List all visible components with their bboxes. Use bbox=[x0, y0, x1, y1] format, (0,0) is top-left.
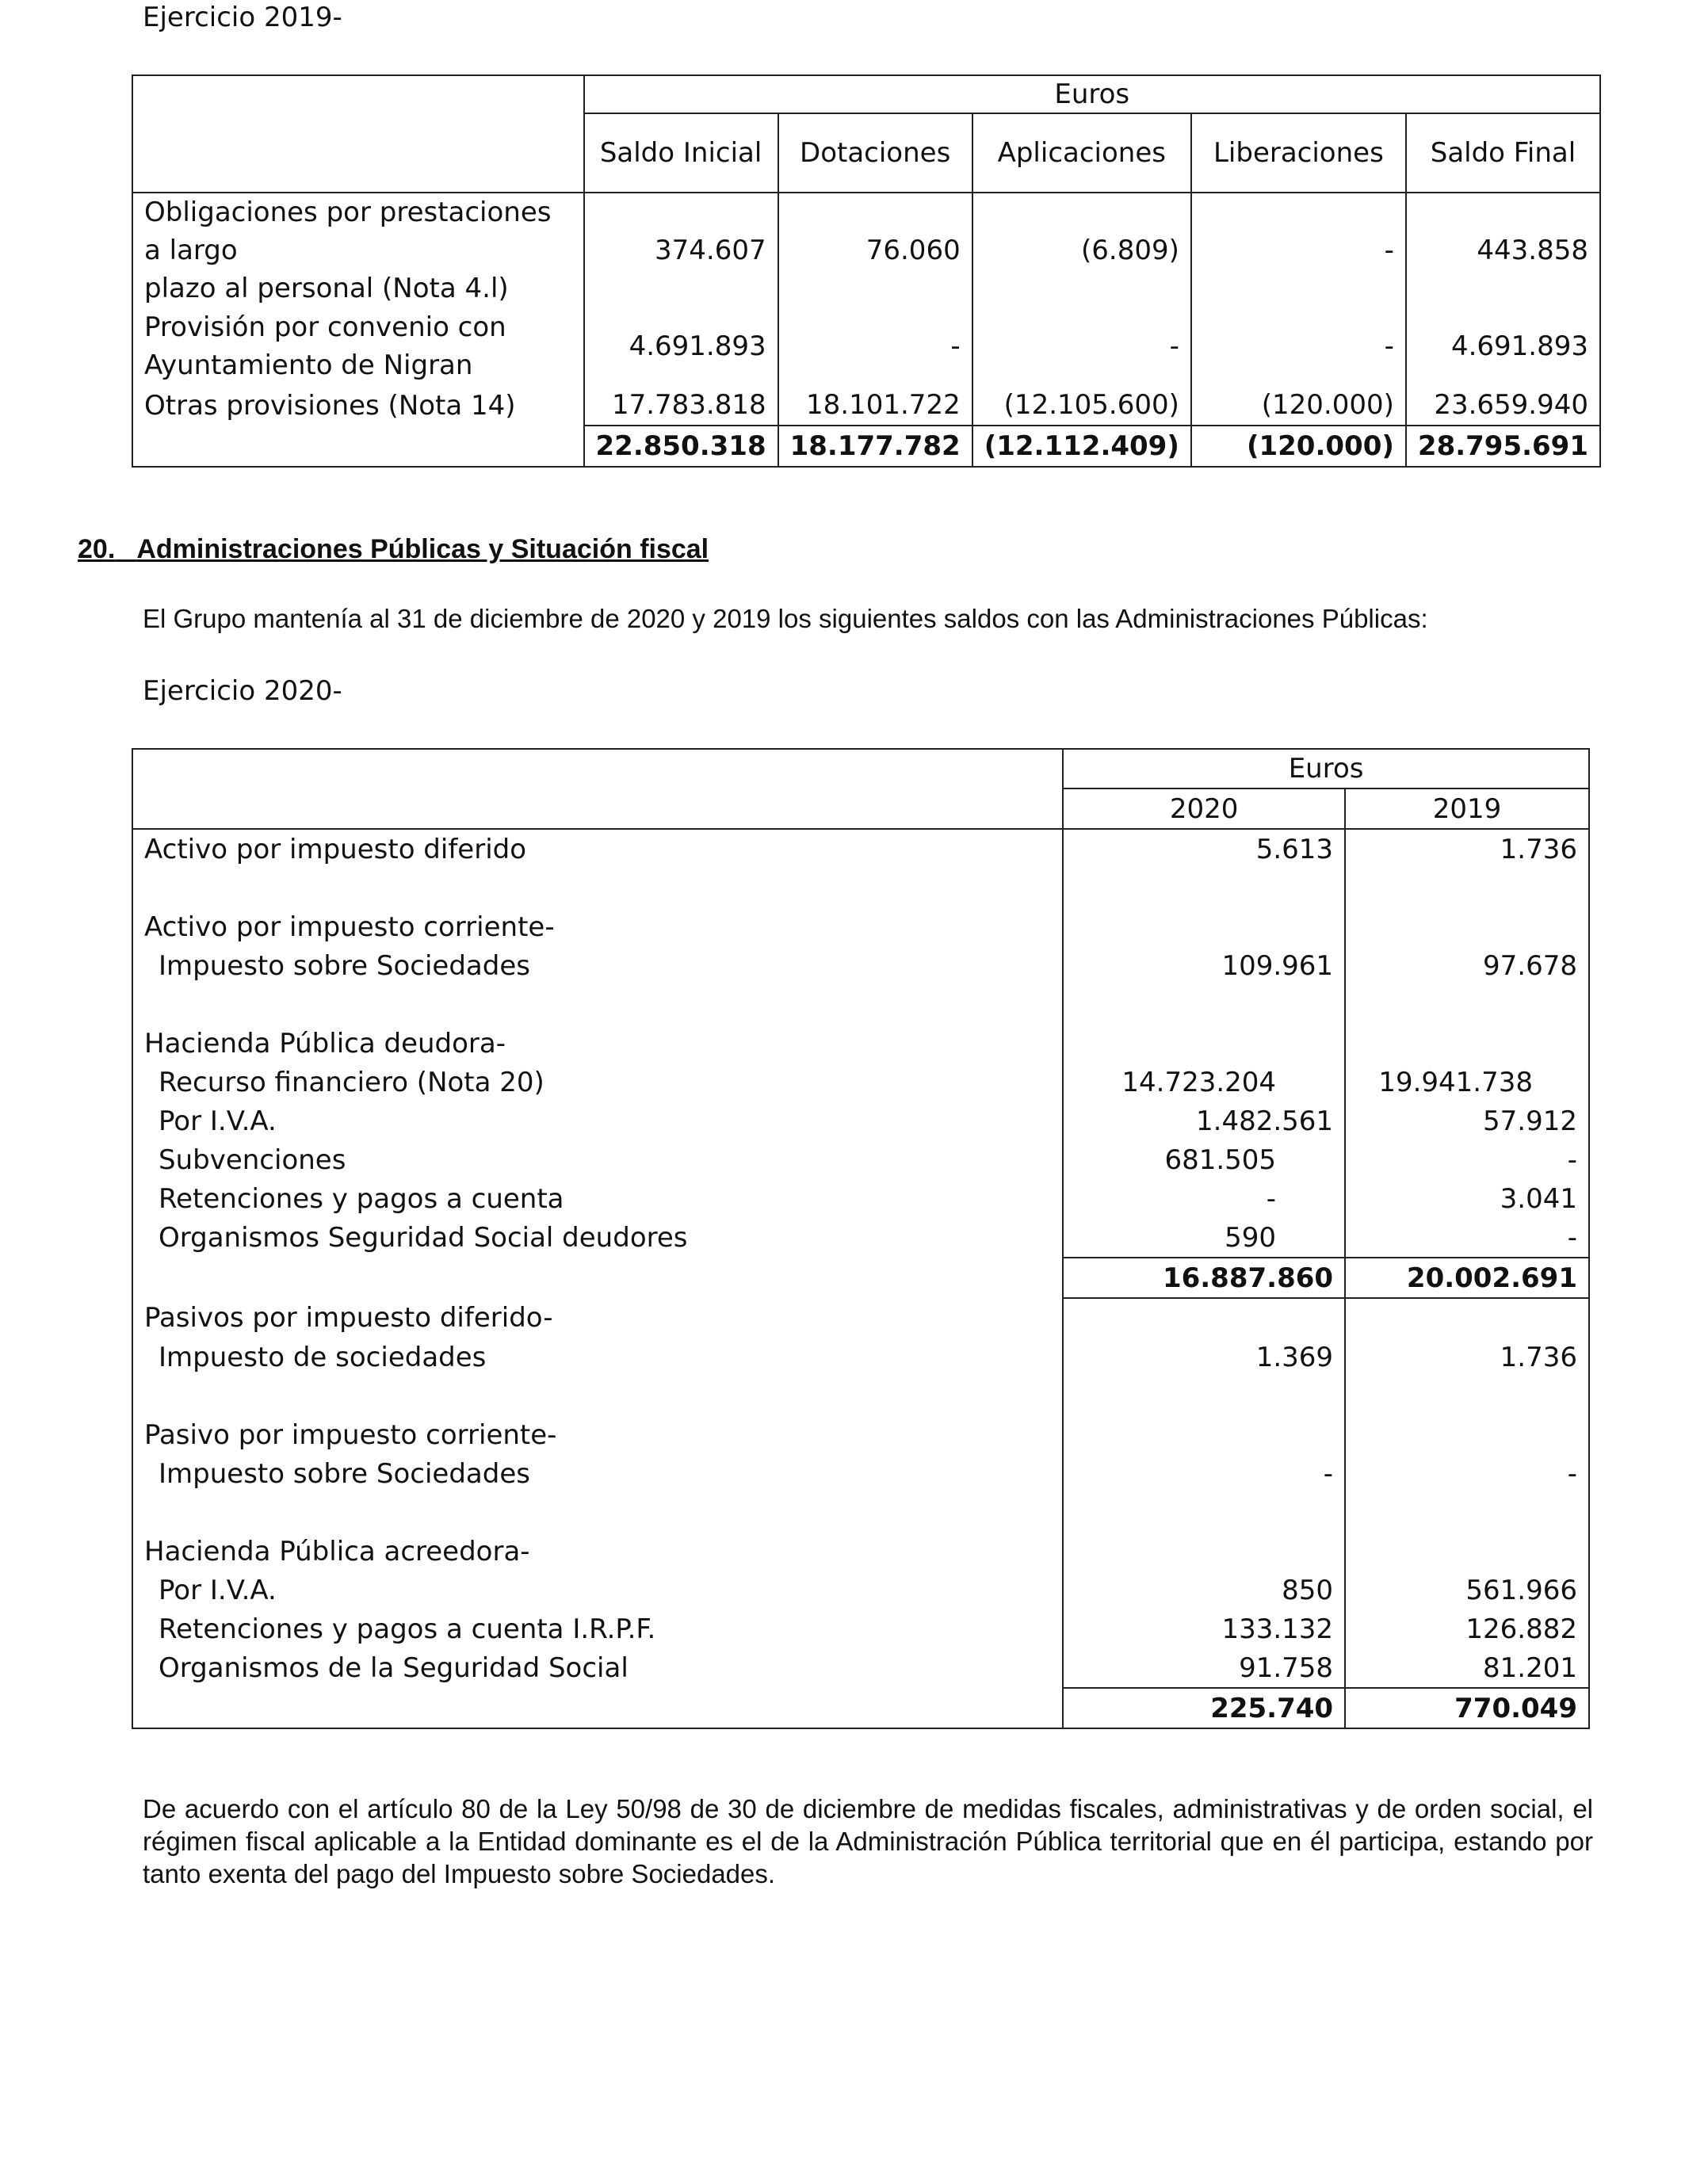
cell: 18.101.722 bbox=[778, 385, 972, 426]
currency-header: Euros bbox=[584, 75, 1600, 113]
cell: 23.659.940 bbox=[1406, 385, 1600, 426]
col-saldo-final: Saldo Final bbox=[1406, 113, 1600, 193]
col-saldo-inicial: Saldo Inicial bbox=[584, 113, 778, 193]
spacer bbox=[132, 869, 1063, 907]
col-dotaciones: Dotaciones bbox=[778, 113, 972, 193]
totals-label-blank bbox=[132, 426, 584, 467]
row-label-line2: Ayuntamiento de Nigran bbox=[144, 349, 473, 381]
currency-header: Euros bbox=[1063, 749, 1589, 788]
cell: 91.758 bbox=[1063, 1648, 1345, 1688]
total-cell: 22.850.318 bbox=[584, 426, 778, 467]
row-label: Retenciones y pagos a cuenta bbox=[132, 1179, 1063, 1218]
header-blank bbox=[132, 75, 584, 193]
cell: (120.000) bbox=[1191, 385, 1406, 426]
spacer bbox=[1063, 1376, 1345, 1415]
cell: 4.691.893 bbox=[584, 307, 778, 385]
ejercicio-2020-heading: Ejercicio 2020- bbox=[143, 675, 342, 707]
row-label: Impuesto de sociedades bbox=[132, 1338, 1063, 1376]
section-spacer bbox=[115, 534, 136, 564]
spacer bbox=[132, 985, 1063, 1024]
row-label: Impuesto sobre Sociedades bbox=[132, 1454, 1063, 1493]
table-row bbox=[132, 1338, 1589, 1376]
cell: 17.783.818 bbox=[584, 385, 778, 426]
group-heading: Hacienda Pública deudora- bbox=[132, 1024, 1063, 1063]
cell: 57.912 bbox=[1345, 1102, 1589, 1140]
totals-row bbox=[132, 1688, 1589, 1728]
group-heading: Pasivos por impuesto diferido- bbox=[132, 1298, 1063, 1338]
row-label bbox=[132, 307, 584, 385]
cell: 374.607 bbox=[584, 193, 778, 307]
spacer bbox=[1063, 907, 1345, 946]
spacer bbox=[1345, 1024, 1589, 1063]
group-heading-row bbox=[132, 1532, 1589, 1571]
spacer bbox=[1063, 1493, 1345, 1532]
section-intro: El Grupo mantenía al 31 de diciembre de 2020 y 2019 los siguientes saldos con las Administraciones Públicas: bbox=[143, 604, 1428, 633]
header-blank bbox=[132, 749, 1063, 829]
cell: 126.882 bbox=[1345, 1609, 1589, 1648]
table-row bbox=[132, 1609, 1589, 1648]
col-aplicaciones: Aplicaciones bbox=[972, 113, 1191, 193]
cell: 1.736 bbox=[1345, 1338, 1589, 1376]
totals-label-blank bbox=[132, 1688, 1063, 1728]
row-label: Organismos de la Seguridad Social bbox=[132, 1648, 1063, 1688]
spacer bbox=[1345, 1532, 1589, 1571]
cell: 443.858 bbox=[1406, 193, 1600, 307]
cell: (6.809) bbox=[972, 193, 1191, 307]
cell: 1.369 bbox=[1063, 1338, 1345, 1376]
spacer bbox=[1345, 1376, 1589, 1415]
cell: 5.613 bbox=[1063, 829, 1345, 869]
total-cell: (120.000) bbox=[1191, 426, 1406, 467]
totals-label-blank bbox=[132, 1258, 1063, 1298]
table-row bbox=[132, 1179, 1589, 1218]
total-cell: (12.112.409) bbox=[972, 426, 1191, 467]
row-label-line2: plazo al personal (Nota 4.l) bbox=[144, 273, 509, 304]
table-row bbox=[132, 1218, 1589, 1258]
spacer bbox=[1345, 907, 1589, 946]
cell: 81.201 bbox=[1345, 1648, 1589, 1688]
cell: 4.691.893 bbox=[1406, 307, 1600, 385]
group-heading: Hacienda Pública acreedora- bbox=[132, 1532, 1063, 1571]
row-label: Por I.V.A. bbox=[132, 1102, 1063, 1140]
total-cell: 28.795.691 bbox=[1406, 426, 1600, 467]
total-cell: 770.049 bbox=[1345, 1688, 1589, 1728]
table-row bbox=[132, 307, 1600, 385]
row-label: Retenciones y pagos a cuenta I.R.P.F. bbox=[132, 1609, 1063, 1648]
row-label bbox=[132, 193, 584, 307]
spacer bbox=[1345, 1493, 1589, 1532]
cell: 14.723.204 bbox=[1063, 1063, 1345, 1102]
total-cell: 16.887.860 bbox=[1063, 1258, 1345, 1298]
cell: 590 bbox=[1063, 1218, 1345, 1258]
section-number: 20. bbox=[78, 534, 116, 564]
group-heading-row bbox=[132, 1415, 1589, 1454]
cell: - bbox=[778, 307, 972, 385]
closing-paragraph: De acuerdo con el artículo 80 de la Ley 50/98 de 30 de diciembre de medidas fiscales, administrativas y de orden social, el régimen fiscal aplicable a la Entidad dominante es el de la Administración Pública territorial que en él participa, estando por tanto exenta del pago del Impuesto sobre Sociedades. bbox=[143, 1794, 1593, 1888]
spacer bbox=[1063, 869, 1345, 907]
section-title: Administraciones Públicas y Situación fiscal bbox=[136, 534, 709, 564]
row-label: Subvenciones bbox=[132, 1140, 1063, 1179]
row-label-line1: Provisión por convenio con bbox=[144, 311, 506, 343]
spacer bbox=[1345, 1415, 1589, 1454]
row-label: Organismos Seguridad Social deudores bbox=[132, 1218, 1063, 1258]
group-heading: Pasivo por impuesto corriente- bbox=[132, 1415, 1063, 1454]
spacer bbox=[1345, 869, 1589, 907]
spacer bbox=[1063, 1298, 1345, 1338]
cell: 1.736 bbox=[1345, 829, 1589, 869]
group-heading-row bbox=[132, 1298, 1589, 1338]
cell: 133.132 bbox=[1063, 1609, 1345, 1648]
table-row bbox=[132, 385, 1600, 426]
administraciones-publicas-table bbox=[132, 748, 1590, 1729]
cell: - bbox=[972, 307, 1191, 385]
table-row bbox=[132, 829, 1589, 869]
table-row bbox=[132, 1648, 1589, 1688]
group-heading: Activo por impuesto corriente- bbox=[132, 907, 1063, 946]
row-label: Recurso financiero (Nota 20) bbox=[132, 1063, 1063, 1102]
totals-row bbox=[132, 1258, 1589, 1298]
table-row bbox=[132, 1063, 1589, 1102]
spacer bbox=[1345, 1298, 1589, 1338]
spacer bbox=[132, 1493, 1063, 1532]
cell: 76.060 bbox=[778, 193, 972, 307]
spacer bbox=[1063, 1532, 1345, 1571]
total-cell: 225.740 bbox=[1063, 1688, 1345, 1728]
cell: (12.105.600) bbox=[972, 385, 1191, 426]
total-cell: 18.177.782 bbox=[778, 426, 972, 467]
cell: 109.961 bbox=[1063, 946, 1345, 985]
cell: 561.966 bbox=[1345, 1571, 1589, 1609]
table-row bbox=[132, 1140, 1589, 1179]
spacer bbox=[1063, 985, 1345, 1024]
cell: 19.941.738 bbox=[1345, 1063, 1589, 1102]
cell: 850 bbox=[1063, 1571, 1345, 1609]
total-cell: 20.002.691 bbox=[1345, 1258, 1589, 1298]
col-liberaciones: Liberaciones bbox=[1191, 113, 1406, 193]
cell: 3.041 bbox=[1345, 1179, 1589, 1218]
cell: - bbox=[1191, 193, 1406, 307]
table-row bbox=[132, 1454, 1589, 1493]
ejercicio-2019-heading: Ejercicio 2019- bbox=[143, 2, 342, 33]
col-2019: 2019 bbox=[1345, 788, 1589, 829]
table-row bbox=[132, 1102, 1589, 1140]
table-row bbox=[132, 1571, 1589, 1609]
cell: - bbox=[1345, 1218, 1589, 1258]
cell: - bbox=[1345, 1140, 1589, 1179]
group-heading-row bbox=[132, 907, 1589, 946]
row-label: Activo por impuesto diferido bbox=[132, 829, 1063, 869]
spacer bbox=[1063, 1024, 1345, 1063]
row-label: Impuesto sobre Sociedades bbox=[132, 946, 1063, 985]
row-label: Por I.V.A. bbox=[132, 1571, 1063, 1609]
cell: - bbox=[1191, 307, 1406, 385]
cell: - bbox=[1063, 1179, 1345, 1218]
cell: 1.482.561 bbox=[1063, 1102, 1345, 1140]
table-row bbox=[132, 946, 1589, 985]
table-row bbox=[132, 193, 1600, 307]
group-heading-row bbox=[132, 1024, 1589, 1063]
spacer bbox=[132, 1376, 1063, 1415]
row-label-line1: Obligaciones por prestaciones a largo bbox=[144, 197, 552, 266]
spacer bbox=[1345, 985, 1589, 1024]
cell: - bbox=[1063, 1454, 1345, 1493]
spacer bbox=[1063, 1415, 1345, 1454]
cell: - bbox=[1345, 1454, 1589, 1493]
col-2020: 2020 bbox=[1063, 788, 1345, 829]
section-heading bbox=[78, 534, 709, 565]
totals-row bbox=[132, 426, 1600, 467]
cell: 97.678 bbox=[1345, 946, 1589, 985]
cell: 681.505 bbox=[1063, 1140, 1345, 1179]
provisions-table-2019 bbox=[132, 74, 1601, 468]
row-label: Otras provisiones (Nota 14) bbox=[132, 385, 584, 426]
